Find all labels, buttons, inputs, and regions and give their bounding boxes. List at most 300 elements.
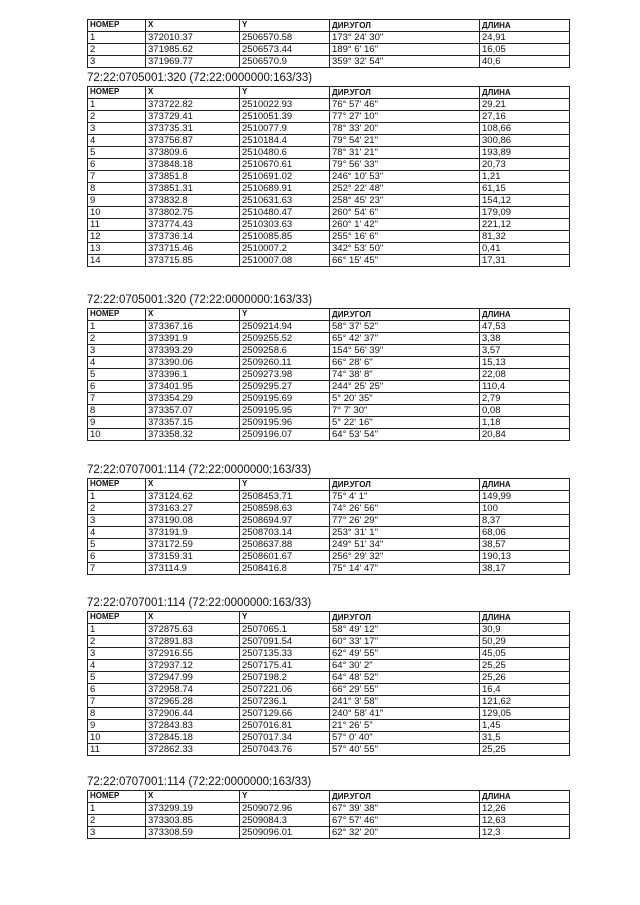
direction-angle: 359° 32' 54" — [330, 56, 480, 68]
y-coordinate: 2510051.39 — [240, 111, 330, 123]
length: 190,13 — [480, 551, 570, 563]
y-coordinate: 2510691.02 — [240, 171, 330, 183]
number-header: НОМЕР — [88, 612, 146, 624]
direction-angle: 78° 31' 21" — [330, 147, 480, 159]
direction-angle: 79° 56' 33" — [330, 159, 480, 171]
table-header-row — [88, 87, 570, 99]
length-header: ДЛИНА — [480, 20, 570, 32]
number-header: НОМЕР — [88, 479, 146, 491]
point-number: 1 — [88, 624, 146, 636]
x-coordinate: 373308.59 — [146, 827, 240, 839]
y-coordinate: 2508598.63 — [240, 503, 330, 515]
table-row — [88, 147, 570, 159]
table-row — [88, 393, 570, 405]
coordinate-table-block — [87, 597, 569, 756]
table-row — [88, 527, 570, 539]
angle-header: ДИР.УГОЛ — [330, 20, 480, 32]
direction-angle: 258° 45' 23" — [330, 195, 480, 207]
table-row — [88, 803, 570, 815]
table-row — [88, 720, 570, 732]
point-number: 7 — [88, 563, 146, 575]
angle-header: ДИР.УГОЛ — [330, 309, 480, 321]
y-coordinate: 2509196.07 — [240, 429, 330, 441]
y-coordinate: 2507221.06 — [240, 684, 330, 696]
x-coordinate: 373367.16 — [146, 321, 240, 333]
point-number: 8 — [88, 405, 146, 417]
point-number: 2 — [88, 44, 146, 56]
point-number: 2 — [88, 503, 146, 515]
length: 100 — [480, 503, 570, 515]
point-number: 8 — [88, 708, 146, 720]
y-coordinate: 2507091.54 — [240, 636, 330, 648]
table-caption: 72:22:0707001:114 (72:22:0000000:163/33) — [87, 464, 312, 476]
direction-angle: 342° 53' 50" — [330, 243, 480, 255]
table-row — [88, 515, 570, 527]
point-number: 9 — [88, 417, 146, 429]
y-coordinate: 2506570.58 — [240, 32, 330, 44]
x-coordinate: 372906.44 — [146, 708, 240, 720]
length: 300,86 — [480, 135, 570, 147]
x-coordinate: 372843.83 — [146, 720, 240, 732]
x-coordinate: 372958.74 — [146, 684, 240, 696]
point-number: 4 — [88, 135, 146, 147]
y-coordinate: 2510689.91 — [240, 183, 330, 195]
table-row — [88, 171, 570, 183]
y-coordinate: 2508601.67 — [240, 551, 330, 563]
length: 20,84 — [480, 429, 570, 441]
table-row — [88, 732, 570, 744]
direction-angle: 60° 33' 17" — [330, 636, 480, 648]
x-coordinate: 373756.87 — [146, 135, 240, 147]
table-row — [88, 321, 570, 333]
coordinate-table-block — [87, 72, 569, 267]
length: 50,29 — [480, 636, 570, 648]
x-header: X — [146, 479, 240, 491]
direction-angle: 189° 6' 16" — [330, 44, 480, 56]
point-number: 6 — [88, 684, 146, 696]
y-coordinate: 2510077.9 — [240, 123, 330, 135]
table-row — [88, 32, 570, 44]
x-coordinate: 372947.99 — [146, 672, 240, 684]
point-number: 2 — [88, 111, 146, 123]
x-coordinate: 373172.59 — [146, 539, 240, 551]
direction-angle: 64° 30' 2" — [330, 660, 480, 672]
coordinate-table-block — [87, 294, 569, 441]
table-row — [88, 381, 570, 393]
y-coordinate: 2507043.76 — [240, 744, 330, 756]
direction-angle: 241° 3' 58" — [330, 696, 480, 708]
point-number: 2 — [88, 333, 146, 345]
y-header: Y — [240, 309, 330, 321]
coordinate-table-block — [87, 464, 569, 575]
table-row — [88, 135, 570, 147]
length: 1,18 — [480, 417, 570, 429]
x-coordinate: 373191.9 — [146, 527, 240, 539]
table-row — [88, 672, 570, 684]
y-coordinate: 2506573.44 — [240, 44, 330, 56]
point-number: 1 — [88, 803, 146, 815]
table-row — [88, 660, 570, 672]
y-header: Y — [240, 791, 330, 803]
length: 38,57 — [480, 539, 570, 551]
table-row — [88, 563, 570, 575]
point-number: 7 — [88, 171, 146, 183]
direction-angle: 5° 22' 16" — [330, 417, 480, 429]
point-number: 1 — [88, 99, 146, 111]
y-header: Y — [240, 612, 330, 624]
direction-angle: 66° 29' 55" — [330, 684, 480, 696]
y-coordinate: 2510022.93 — [240, 99, 330, 111]
table-row — [88, 123, 570, 135]
y-coordinate: 2510480.6 — [240, 147, 330, 159]
point-number: 11 — [88, 744, 146, 756]
length: 40,6 — [480, 56, 570, 68]
table-row — [88, 243, 570, 255]
length: 61,15 — [480, 183, 570, 195]
direction-angle: 5° 20' 35" — [330, 393, 480, 405]
y-coordinate: 2510007.2 — [240, 243, 330, 255]
x-coordinate: 373832.8 — [146, 195, 240, 207]
x-header: X — [146, 20, 240, 32]
direction-angle: 77° 26' 29" — [330, 515, 480, 527]
y-coordinate: 2509084.3 — [240, 815, 330, 827]
table-row — [88, 345, 570, 357]
x-coordinate: 371969.77 — [146, 56, 240, 68]
y-coordinate: 2510085.85 — [240, 231, 330, 243]
number-header: НОМЕР — [88, 309, 146, 321]
x-coordinate: 373354.29 — [146, 393, 240, 405]
y-coordinate: 2507135.33 — [240, 648, 330, 660]
length: 221,12 — [480, 219, 570, 231]
point-number: 12 — [88, 231, 146, 243]
angle-header: ДИР.УГОЛ — [330, 612, 480, 624]
length: 121,62 — [480, 696, 570, 708]
direction-angle: 240° 58' 41" — [330, 708, 480, 720]
y-coordinate: 2506570.9 — [240, 56, 330, 68]
table-row — [88, 207, 570, 219]
x-coordinate: 373299.19 — [146, 803, 240, 815]
point-number: 10 — [88, 429, 146, 441]
length-header: ДЛИНА — [480, 479, 570, 491]
length: 25,25 — [480, 660, 570, 672]
direction-angle: 256° 29' 32" — [330, 551, 480, 563]
point-number: 3 — [88, 827, 146, 839]
point-number: 4 — [88, 660, 146, 672]
length: 27,16 — [480, 111, 570, 123]
y-coordinate: 2508703.14 — [240, 527, 330, 539]
length: 25,26 — [480, 672, 570, 684]
x-coordinate: 372965.28 — [146, 696, 240, 708]
direction-angle: 260° 54' 6" — [330, 207, 480, 219]
table-row — [88, 429, 570, 441]
x-coordinate: 373851.8 — [146, 171, 240, 183]
x-coordinate: 373163.27 — [146, 503, 240, 515]
x-coordinate: 372845.18 — [146, 732, 240, 744]
point-number: 9 — [88, 720, 146, 732]
table-row — [88, 159, 570, 171]
point-number: 1 — [88, 321, 146, 333]
y-coordinate: 2509260.11 — [240, 357, 330, 369]
length: 16,05 — [480, 44, 570, 56]
direction-angle: 67° 57' 46" — [330, 815, 480, 827]
length: 179,09 — [480, 207, 570, 219]
y-coordinate: 2508637.88 — [240, 539, 330, 551]
length: 38,17 — [480, 563, 570, 575]
direction-angle: 76° 57' 46" — [330, 99, 480, 111]
direction-angle: 66° 15' 45" — [330, 255, 480, 267]
table-row — [88, 99, 570, 111]
length: 68,06 — [480, 527, 570, 539]
point-number: 1 — [88, 32, 146, 44]
table-row — [88, 369, 570, 381]
length: 129,05 — [480, 708, 570, 720]
y-coordinate: 2509214.94 — [240, 321, 330, 333]
y-coordinate: 2507016.81 — [240, 720, 330, 732]
y-coordinate: 2507198.2 — [240, 672, 330, 684]
x-header: X — [146, 612, 240, 624]
y-coordinate: 2510670.61 — [240, 159, 330, 171]
x-coordinate: 373391.9 — [146, 333, 240, 345]
x-coordinate: 373393.29 — [146, 345, 240, 357]
table-header-row — [88, 612, 570, 624]
point-number: 10 — [88, 207, 146, 219]
y-coordinate: 2509096.01 — [240, 827, 330, 839]
direction-angle: 65° 42' 37" — [330, 333, 480, 345]
length: 3,38 — [480, 333, 570, 345]
y-coordinate: 2509258.6 — [240, 345, 330, 357]
number-header: НОМЕР — [88, 20, 146, 32]
length: 22,08 — [480, 369, 570, 381]
length: 108,66 — [480, 123, 570, 135]
length-header: ДЛИНА — [480, 791, 570, 803]
direction-angle: 255° 16' 6" — [330, 231, 480, 243]
x-coordinate: 373390.06 — [146, 357, 240, 369]
angle-header: ДИР.УГОЛ — [330, 791, 480, 803]
table-row — [88, 195, 570, 207]
x-coordinate: 373124.62 — [146, 491, 240, 503]
direction-angle: 67° 39' 38" — [330, 803, 480, 815]
table-row — [88, 708, 570, 720]
x-coordinate: 373802.75 — [146, 207, 240, 219]
x-coordinate: 371985.62 — [146, 44, 240, 56]
direction-angle: 244° 25' 25" — [330, 381, 480, 393]
point-number: 4 — [88, 527, 146, 539]
point-number: 9 — [88, 195, 146, 207]
length: 45,05 — [480, 648, 570, 660]
point-number: 13 — [88, 243, 146, 255]
angle-header: ДИР.УГОЛ — [330, 479, 480, 491]
table-caption: 72:22:0705001:320 (72:22:0000000:163/33) — [87, 294, 313, 306]
point-number: 7 — [88, 393, 146, 405]
direction-angle: 74° 26' 56" — [330, 503, 480, 515]
table-row — [88, 255, 570, 267]
y-coordinate: 2510631.63 — [240, 195, 330, 207]
point-number: 3 — [88, 56, 146, 68]
direction-angle: 64° 53' 54" — [330, 429, 480, 441]
length: 25,25 — [480, 744, 570, 756]
length: 1,45 — [480, 720, 570, 732]
x-coordinate: 373722.82 — [146, 99, 240, 111]
direction-angle: 64° 48' 52" — [330, 672, 480, 684]
table-row — [88, 491, 570, 503]
point-number: 3 — [88, 515, 146, 527]
x-coordinate: 373729.41 — [146, 111, 240, 123]
y-coordinate: 2509072.96 — [240, 803, 330, 815]
number-header: НОМЕР — [88, 87, 146, 99]
y-coordinate: 2507129.66 — [240, 708, 330, 720]
direction-angle: 253° 31' 1" — [330, 527, 480, 539]
x-coordinate: 373357.07 — [146, 405, 240, 417]
table-row — [88, 696, 570, 708]
x-coordinate: 372891.83 — [146, 636, 240, 648]
table-row — [88, 744, 570, 756]
point-number: 7 — [88, 696, 146, 708]
coordinate-table — [87, 19, 570, 68]
table-row — [88, 624, 570, 636]
point-number: 3 — [88, 345, 146, 357]
number-header: НОМЕР — [88, 791, 146, 803]
length: 16,4 — [480, 684, 570, 696]
direction-angle: 173° 24' 30" — [330, 32, 480, 44]
table-row — [88, 333, 570, 345]
x-coordinate: 373735.31 — [146, 123, 240, 135]
point-number: 14 — [88, 255, 146, 267]
x-coordinate: 373774.43 — [146, 219, 240, 231]
coordinate-table — [87, 790, 570, 839]
table-row — [88, 357, 570, 369]
y-coordinate: 2508453.71 — [240, 491, 330, 503]
table-header-row — [88, 309, 570, 321]
length-header: ДЛИНА — [480, 87, 570, 99]
point-number: 8 — [88, 183, 146, 195]
table-row — [88, 219, 570, 231]
x-coordinate: 373358.32 — [146, 429, 240, 441]
length: 110,4 — [480, 381, 570, 393]
y-coordinate: 2510184.4 — [240, 135, 330, 147]
length: 20,73 — [480, 159, 570, 171]
x-coordinate: 372916.55 — [146, 648, 240, 660]
table-row — [88, 56, 570, 68]
x-coordinate: 373715.85 — [146, 255, 240, 267]
length: 8,37 — [480, 515, 570, 527]
angle-header: ДИР.УГОЛ — [330, 87, 480, 99]
length: 15,13 — [480, 357, 570, 369]
y-coordinate: 2507065.1 — [240, 624, 330, 636]
y-coordinate: 2509195.96 — [240, 417, 330, 429]
x-coordinate: 372875.63 — [146, 624, 240, 636]
point-number: 5 — [88, 369, 146, 381]
length: 149,99 — [480, 491, 570, 503]
direction-angle: 77° 27' 10" — [330, 111, 480, 123]
length: 154,12 — [480, 195, 570, 207]
length: 12,26 — [480, 803, 570, 815]
table-row — [88, 503, 570, 515]
length: 0,41 — [480, 243, 570, 255]
y-coordinate: 2509255.52 — [240, 333, 330, 345]
table-row — [88, 815, 570, 827]
coordinate-table-block — [87, 19, 569, 68]
x-coordinate: 373736.14 — [146, 231, 240, 243]
table-row — [88, 111, 570, 123]
y-coordinate: 2508416.8 — [240, 563, 330, 575]
direction-angle: 260° 1' 42" — [330, 219, 480, 231]
length: 12,3 — [480, 827, 570, 839]
point-number: 5 — [88, 539, 146, 551]
table-row — [88, 551, 570, 563]
point-number: 6 — [88, 381, 146, 393]
y-coordinate: 2509295.27 — [240, 381, 330, 393]
table-header-row — [88, 791, 570, 803]
point-number: 3 — [88, 123, 146, 135]
x-coordinate: 372010.37 — [146, 32, 240, 44]
length: 24,91 — [480, 32, 570, 44]
x-coordinate: 373190.08 — [146, 515, 240, 527]
direction-angle: 252° 22' 48" — [330, 183, 480, 195]
y-coordinate: 2510007.08 — [240, 255, 330, 267]
direction-angle: 62° 32' 20" — [330, 827, 480, 839]
direction-angle: 58° 37' 52" — [330, 321, 480, 333]
direction-angle: 62° 49' 55" — [330, 648, 480, 660]
table-row — [88, 684, 570, 696]
direction-angle: 246° 10' 53" — [330, 171, 480, 183]
point-number: 1 — [88, 491, 146, 503]
x-coordinate: 373848.18 — [146, 159, 240, 171]
point-number: 5 — [88, 672, 146, 684]
x-coordinate: 372937.12 — [146, 660, 240, 672]
table-row — [88, 417, 570, 429]
y-header: Y — [240, 479, 330, 491]
point-number: 2 — [88, 815, 146, 827]
y-coordinate: 2510480.47 — [240, 207, 330, 219]
point-number: 6 — [88, 159, 146, 171]
y-coordinate: 2507017.34 — [240, 732, 330, 744]
y-coordinate: 2508694.97 — [240, 515, 330, 527]
x-coordinate: 373159.31 — [146, 551, 240, 563]
direction-angle: 79° 54' 21" — [330, 135, 480, 147]
direction-angle: 154° 56' 39" — [330, 345, 480, 357]
length: 2,79 — [480, 393, 570, 405]
y-header: Y — [240, 87, 330, 99]
length: 12,63 — [480, 815, 570, 827]
table-row — [88, 231, 570, 243]
table-caption: 72:22:0707001:114 (72:22:0000000:163/33) — [87, 776, 312, 788]
length: 193,89 — [480, 147, 570, 159]
point-number: 3 — [88, 648, 146, 660]
length: 30,9 — [480, 624, 570, 636]
table-row — [88, 405, 570, 417]
point-number: 5 — [88, 147, 146, 159]
direction-angle: 249° 51' 34" — [330, 539, 480, 551]
table-caption: 72:22:0707001:114 (72:22:0000000:163/33) — [87, 597, 312, 609]
x-coordinate: 373809.6 — [146, 147, 240, 159]
length: 31,5 — [480, 732, 570, 744]
length: 3,57 — [480, 345, 570, 357]
table-row — [88, 648, 570, 660]
coordinate-table — [87, 308, 570, 441]
table-caption: 72:22:0705001:320 (72:22:0000000:163/33) — [87, 72, 313, 84]
x-coordinate: 373401.95 — [146, 381, 240, 393]
y-coordinate: 2509273.98 — [240, 369, 330, 381]
y-header: Y — [240, 20, 330, 32]
direction-angle: 74° 38' 8" — [330, 369, 480, 381]
table-row — [88, 539, 570, 551]
x-coordinate: 373114.9 — [146, 563, 240, 575]
length: 17,31 — [480, 255, 570, 267]
x-header: X — [146, 791, 240, 803]
x-coordinate: 373715.46 — [146, 243, 240, 255]
direction-angle: 58° 49' 12" — [330, 624, 480, 636]
coordinate-table — [87, 611, 570, 756]
